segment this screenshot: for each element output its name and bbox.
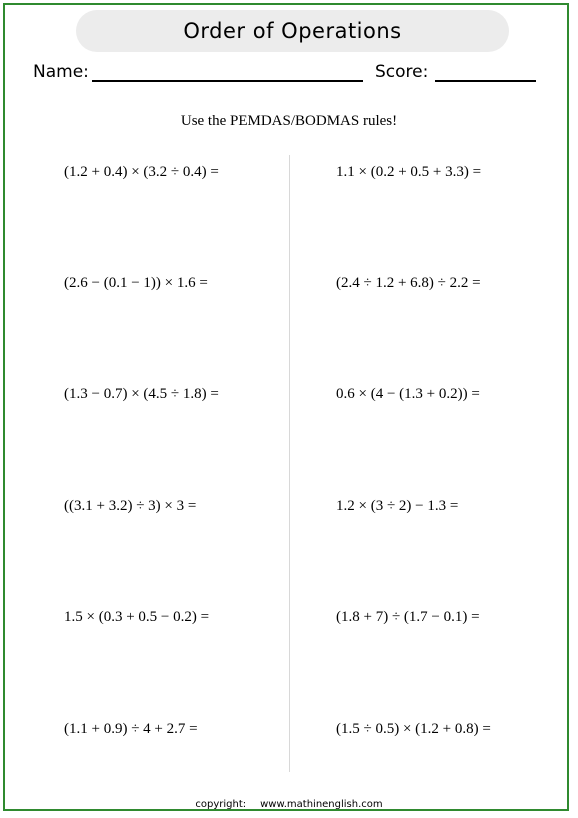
copyright-site-link[interactable]: www.mathinenglish.com bbox=[260, 799, 383, 810]
copyright-label: copyright: bbox=[195, 799, 247, 810]
problem-left-1: (1.2 + 0.4) × (3.2 ÷ 0.4) = bbox=[64, 164, 219, 180]
problem-right-5: (1.8 + 7) ÷ (1.7 − 0.1) = bbox=[336, 609, 480, 625]
problem-right-1: 1.1 × (0.2 + 0.5 + 3.3) = bbox=[336, 164, 482, 180]
problem-left-2: (2.6 − (0.1 − 1)) × 1.6 = bbox=[64, 275, 208, 291]
instruction-text: Use the PEMDAS/BODMAS rules! bbox=[180, 113, 398, 129]
name-blank-line bbox=[92, 80, 363, 82]
problem-right-2: (2.4 ÷ 1.2 + 6.8) ÷ 2.2 = bbox=[336, 275, 481, 291]
copyright-footer bbox=[0, 799, 578, 810]
problem-left-6: (1.1 + 0.9) ÷ 4 + 2.7 = bbox=[64, 721, 198, 737]
problem-right-4: 1.2 × (3 ÷ 2) − 1.3 = bbox=[336, 498, 459, 514]
problem-left-3: (1.3 − 0.7) × (4.5 ÷ 1.8) = bbox=[64, 386, 219, 402]
column-divider bbox=[289, 155, 290, 772]
score-label: Score: bbox=[375, 62, 429, 82]
score-blank-line bbox=[435, 80, 536, 82]
name-label: Name: bbox=[33, 62, 89, 82]
worksheet-title: Order of Operations bbox=[183, 19, 402, 43]
problem-left-5: 1.5 × (0.3 + 0.5 − 0.2) = bbox=[64, 609, 210, 625]
problem-left-4: ((3.1 + 3.2) ÷ 3) × 3 = bbox=[64, 498, 197, 514]
title-banner bbox=[76, 10, 509, 52]
problem-right-6: (1.5 ÷ 0.5) × (1.2 + 0.8) = bbox=[336, 721, 491, 737]
problem-right-3: 0.6 × (4 − (1.3 + 0.2)) = bbox=[336, 386, 480, 402]
